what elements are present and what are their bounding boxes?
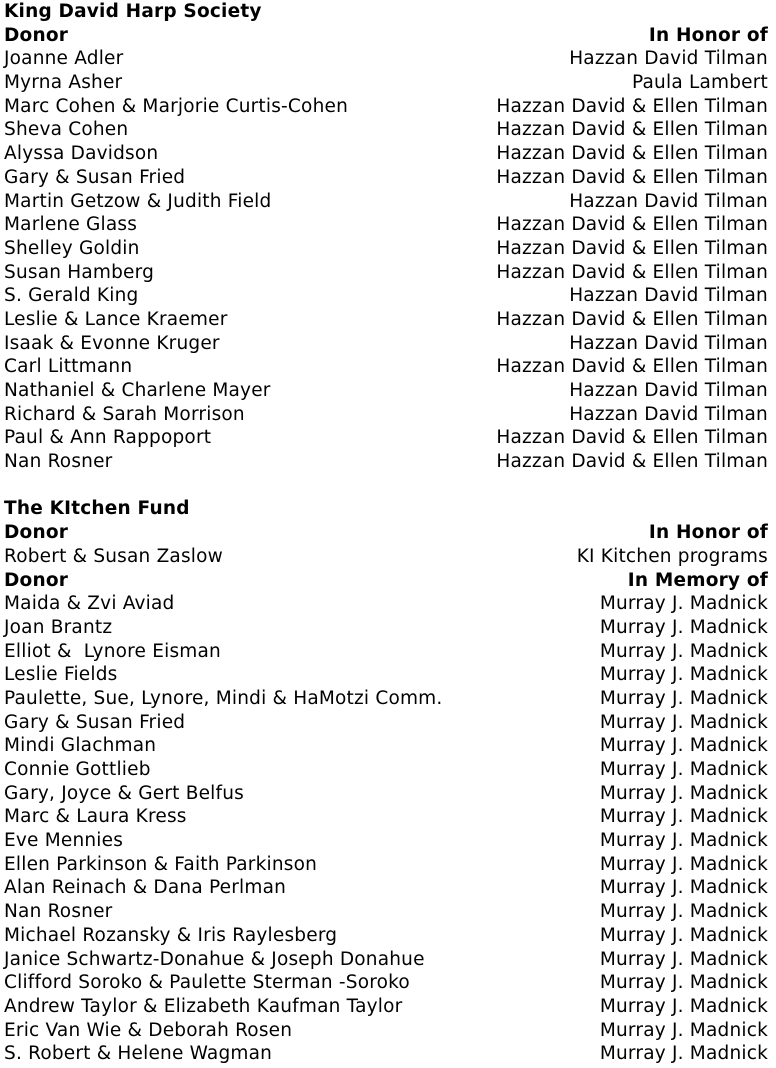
honoree-name: Murray J. Madnick — [599, 995, 768, 1017]
donor-name: Alan Reinach & Dana Perlman — [4, 877, 287, 899]
honoree-name: Murray J. Madnick — [599, 948, 768, 970]
honoree-name: Murray J. Madnick — [599, 877, 768, 899]
honoree-name: Murray J. Madnick — [599, 806, 768, 828]
donor-row — [4, 71, 768, 95]
column-header-row — [4, 569, 768, 593]
donor-name: Eve Mennies — [4, 830, 124, 852]
donor-row — [4, 1042, 768, 1066]
donor-name: Richard & Sarah Morrison — [4, 403, 245, 425]
donor-name: Martin Getzow & Judith Field — [4, 190, 272, 212]
honoree-name: Hazzan David Tilman — [569, 403, 768, 425]
donor-row — [4, 190, 768, 214]
donor-row — [4, 142, 768, 166]
honoree-name: Murray J. Madnick — [599, 735, 768, 757]
donor-name: S. Gerald King — [4, 285, 139, 307]
honoree-name: Murray J. Madnick — [599, 972, 768, 994]
honoree-name: Murray J. Madnick — [599, 616, 768, 638]
donor-name: Nathaniel & Charlene Mayer — [4, 380, 271, 401]
donor-row — [4, 734, 768, 758]
column-header-row — [4, 521, 768, 545]
donor-row — [4, 900, 768, 924]
honoree-name: Hazzan David Tilman — [569, 380, 768, 401]
donor-row — [4, 284, 768, 308]
honoree-name: Murray J. Madnick — [599, 593, 768, 615]
donor-row — [4, 616, 768, 640]
donor-row — [4, 379, 768, 403]
tribute-column-header: In Honor of — [648, 522, 768, 544]
honoree-name: Murray J. Madnick — [599, 853, 768, 875]
donor-name: Marc Cohen & Marjorie Curtis-Cohen — [4, 95, 349, 117]
column-header-row — [4, 24, 768, 48]
donor-row — [4, 426, 768, 450]
donor-name: Janice Schwartz-Donahue & Joseph Donahue — [4, 948, 425, 970]
donor-row — [4, 924, 768, 948]
honoree-name: Hazzan David & Ellen Tilman — [496, 356, 768, 378]
donor-name: Isaak & Evonne Kruger — [4, 332, 220, 354]
donor-row — [4, 166, 768, 190]
honoree-name: Hazzan David & Ellen Tilman — [496, 95, 768, 117]
donor-row — [4, 829, 768, 853]
honoree-name: Murray J. Madnick — [599, 924, 768, 946]
donor-row — [4, 47, 768, 71]
donor-row — [4, 687, 768, 711]
donor-name: Gary & Susan Fried — [4, 166, 186, 188]
honoree-name: Murray J. Madnick — [599, 901, 768, 923]
donor-row — [4, 237, 768, 261]
donor-name: Nan Rosner — [4, 451, 113, 473]
donor-name: Robert & Susan Zaslow — [4, 545, 224, 567]
donor-row — [4, 332, 768, 356]
donor-name: Alyssa Davidson — [4, 143, 159, 165]
donor-name: Paul & Ann Rappoport — [4, 427, 212, 449]
honoree-name: Murray J. Madnick — [599, 687, 768, 709]
tribute-column-header: In Honor of — [648, 24, 768, 46]
donor-name: Leslie & Lance Kraemer — [4, 308, 228, 330]
donor-row — [4, 758, 768, 782]
donor-name: Gary, Joyce & Gert Belfus — [4, 782, 244, 804]
donor-name: Ellen Parkinson & Faith Parkinson — [4, 853, 318, 875]
donor-row — [4, 355, 768, 379]
honoree-name: Murray J. Madnick — [599, 830, 768, 852]
honoree-name: KI Kitchen programs — [576, 545, 768, 567]
donor-row — [4, 95, 768, 119]
honoree-name: Hazzan David & Ellen Tilman — [496, 143, 768, 165]
section-spacer — [4, 474, 768, 498]
donor-name: Michael Rozansky & Iris Raylesberg — [4, 924, 338, 946]
donor-row — [4, 971, 768, 995]
donor-name: Nan Rosner — [4, 901, 113, 923]
donor-name: Maida & Zvi Aviad — [4, 593, 175, 615]
donor-name: Paulette, Sue, Lynore, Mindi & HaMotzi Comm. — [4, 687, 443, 709]
donor-column-header: Donor — [4, 522, 69, 544]
donor-name: Myrna Asher — [4, 72, 123, 94]
donor-name: Elliot & Lynore Eisman — [4, 640, 221, 662]
honoree-name: Hazzan David & Ellen Tilman — [496, 237, 768, 259]
donor-name: S. Robert & Helene Wagman — [4, 1043, 273, 1065]
honoree-name: Murray J. Madnick — [599, 759, 768, 780]
honoree-name: Hazzan David & Ellen Tilman — [496, 261, 768, 283]
donor-name: Eric Van Wie & Deborah Rosen — [4, 1019, 293, 1041]
donor-row — [4, 663, 768, 687]
donor-name: Sheva Cohen — [4, 119, 129, 141]
honoree-name: Murray J. Madnick — [599, 640, 768, 662]
honoree-name: Hazzan David Tilman — [569, 285, 768, 307]
donor-row — [4, 876, 768, 900]
donor-name: Clifford Soroko & Paulette Sterman -Soroko — [4, 972, 410, 994]
honoree-name: Hazzan David Tilman — [569, 190, 768, 212]
donor-row — [4, 711, 768, 735]
honoree-name: Hazzan David Tilman — [569, 48, 768, 70]
donor-name: Mindi Glachman — [4, 735, 157, 757]
section-title — [4, 497, 768, 521]
honoree-name: Hazzan David & Ellen Tilman — [496, 308, 768, 330]
honoree-name: Hazzan David & Ellen Tilman — [496, 451, 768, 473]
donor-name: Connie Gottlieb — [4, 759, 151, 780]
donor-row — [4, 995, 768, 1019]
section-title-text: The KItchen Fund — [4, 498, 190, 520]
donor-row — [4, 545, 768, 569]
donor-row — [4, 805, 768, 829]
donor-row — [4, 853, 768, 877]
honoree-name: Hazzan David Tilman — [569, 332, 768, 354]
donor-row — [4, 1019, 768, 1043]
tribute-column-header: In Memory of — [627, 569, 768, 591]
donor-row — [4, 261, 768, 285]
donor-row — [4, 640, 768, 664]
donor-row — [4, 592, 768, 616]
donor-row — [4, 308, 768, 332]
donor-name: Marc & Laura Kress — [4, 806, 187, 828]
honoree-name: Murray J. Madnick — [599, 1019, 768, 1041]
donor-name: Joan Brantz — [4, 616, 113, 638]
honoree-name: Hazzan David & Ellen Tilman — [496, 119, 768, 141]
donor-name: Leslie Fields — [4, 664, 118, 686]
donor-name: Andrew Taylor & Elizabeth Kaufman Taylor — [4, 995, 403, 1017]
donor-row — [4, 450, 768, 474]
honoree-name: Murray J. Madnick — [599, 664, 768, 686]
donor-name: Susan Hamberg — [4, 261, 155, 283]
donor-name: Shelley Goldin — [4, 237, 140, 259]
donor-name: Carl Littmann — [4, 356, 133, 378]
donor-name: Marlene Glass — [4, 214, 138, 236]
donor-row — [4, 118, 768, 142]
honoree-name: Hazzan David & Ellen Tilman — [496, 166, 768, 188]
honoree-name: Murray J. Madnick — [599, 1043, 768, 1065]
honoree-name: Murray J. Madnick — [599, 782, 768, 804]
section-title-text: King David Harp Society — [4, 1, 262, 22]
donor-row — [4, 948, 768, 972]
honoree-name: Hazzan David & Ellen Tilman — [496, 214, 768, 236]
donor-row — [4, 782, 768, 806]
donor-name: Joanne Adler — [4, 48, 124, 70]
honoree-name: Murray J. Madnick — [599, 711, 768, 733]
donor-column-header: Donor — [4, 569, 69, 591]
honoree-name: Paula Lambert — [632, 72, 768, 94]
donor-name: Gary & Susan Fried — [4, 711, 186, 733]
section-title — [4, 0, 768, 24]
donor-row — [4, 403, 768, 427]
honoree-name: Hazzan David & Ellen Tilman — [496, 427, 768, 449]
donor-column-header: Donor — [4, 24, 69, 46]
donor-row — [4, 213, 768, 237]
